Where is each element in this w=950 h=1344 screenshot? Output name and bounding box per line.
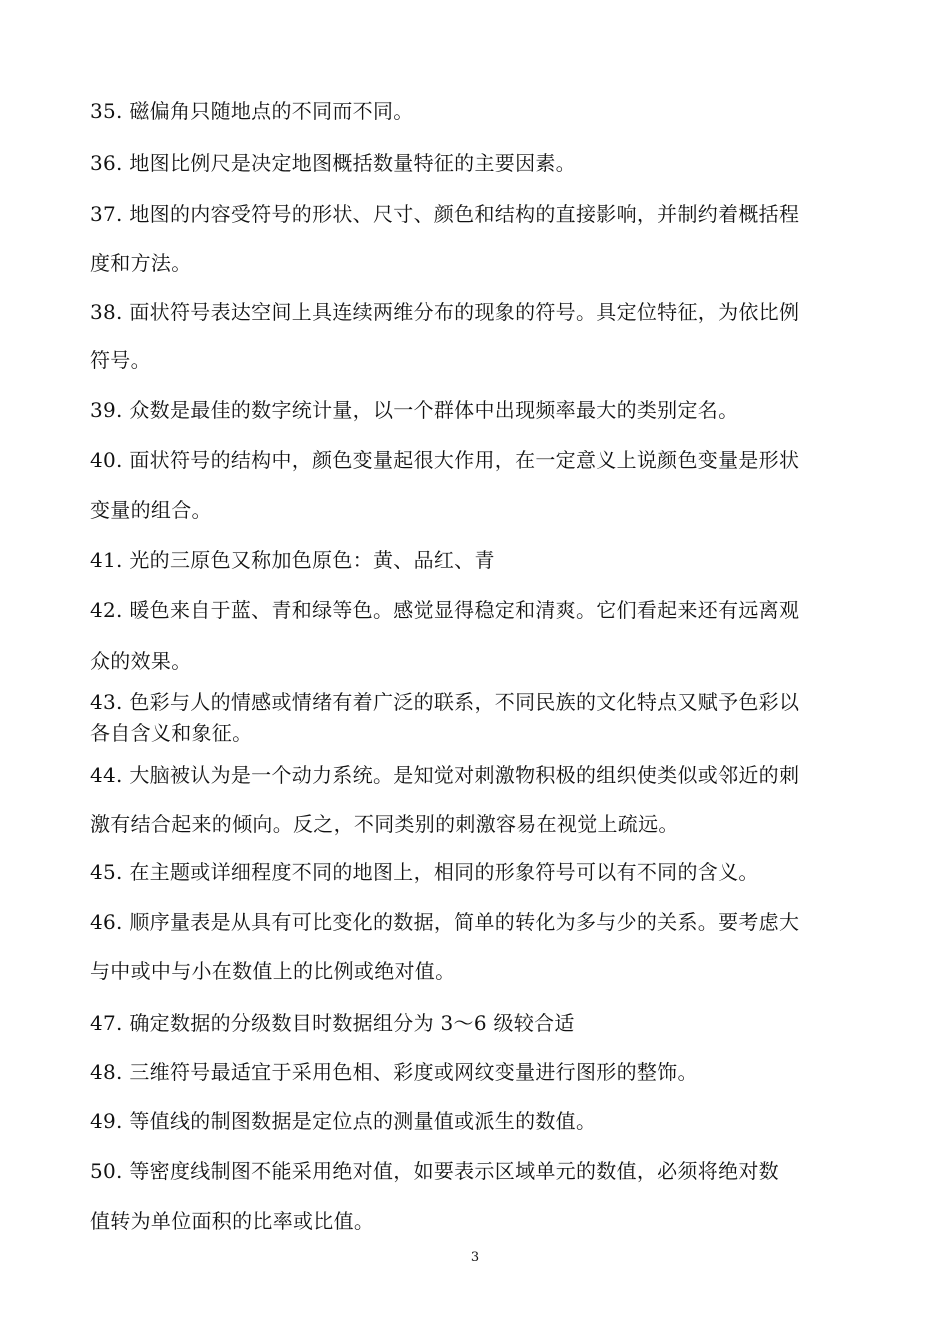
text-line-48: 48. 三维符号最适宜于采用色相、彩度或网纹变量进行图形的整饰。 <box>90 1060 698 1084</box>
text-line-44b: 激有结合起来的倾向。反之，不同类别的刺激容易在视觉上疏远。 <box>90 812 679 836</box>
text-line-43b: 各自含义和象征。 <box>90 721 253 745</box>
text-line-40b: 变量的组合。 <box>90 498 212 522</box>
text-line-46b: 与中或中与小在数值上的比例或绝对值。 <box>90 959 456 983</box>
text-line-38b: 符号。 <box>90 348 151 372</box>
text-line-43a: 43. 色彩与人的情感或情绪有着广泛的联系，不同民族的文化特点又赋予色彩以 <box>90 690 800 714</box>
text-line-38a: 38. 面状符号表达空间上具连续两维分布的现象的符号。具定位特征，为依比例 <box>90 300 800 324</box>
text-line-46a: 46. 顺序量表是从具有可比变化的数据，简单的转化为多与少的关系。要考虑大 <box>90 910 800 934</box>
text-line-42a: 42. 暖色来自于蓝、青和绿等色。感觉显得稳定和清爽。它们看起来还有远离观 <box>90 598 800 622</box>
text-line-35: 35. 磁偏角只随地点的不同而不同。 <box>90 99 414 123</box>
text-line-50b: 值转为单位面积的比率或比值。 <box>90 1209 375 1233</box>
text-line-44a: 44. 大脑被认为是一个动力系统。是知觉对刺激物积极的组织使类似或邻近的刺 <box>90 763 800 787</box>
text-line-50a: 50. 等密度线制图不能采用绝对值，如要表示区域单元的数值，必须将绝对数 <box>90 1159 779 1183</box>
text-line-36: 36. 地图比例尺是决定地图概括数量特征的主要因素。 <box>90 151 576 175</box>
text-line-37b: 度和方法。 <box>90 251 192 275</box>
text-line-45: 45. 在主题或详细程度不同的地图上，相同的形象符号可以有不同的含义。 <box>90 860 759 884</box>
page-number: 3 <box>470 1250 480 1265</box>
text-line-49: 49. 等值线的制图数据是定位点的测量值或派生的数值。 <box>90 1109 597 1133</box>
text-line-41: 41. 光的三原色又称加色原色：黄、品红、青 <box>90 548 495 572</box>
text-line-39: 39. 众数是最佳的数字统计量，以一个群体中出现频率最大的类别定名。 <box>90 398 739 422</box>
text-line-42b: 众的效果。 <box>90 649 192 673</box>
text-line-47: 47. 确定数据的分级数目时数据组分为 3～6 级较合适 <box>90 1011 575 1035</box>
text-line-40a: 40. 面状符号的结构中，颜色变量起很大作用，在一定意义上说颜色变量是形状 <box>90 448 800 472</box>
text-line-37a: 37. 地图的内容受符号的形状、尺寸、颜色和结构的直接影响，并制约着概括程 <box>90 202 800 226</box>
